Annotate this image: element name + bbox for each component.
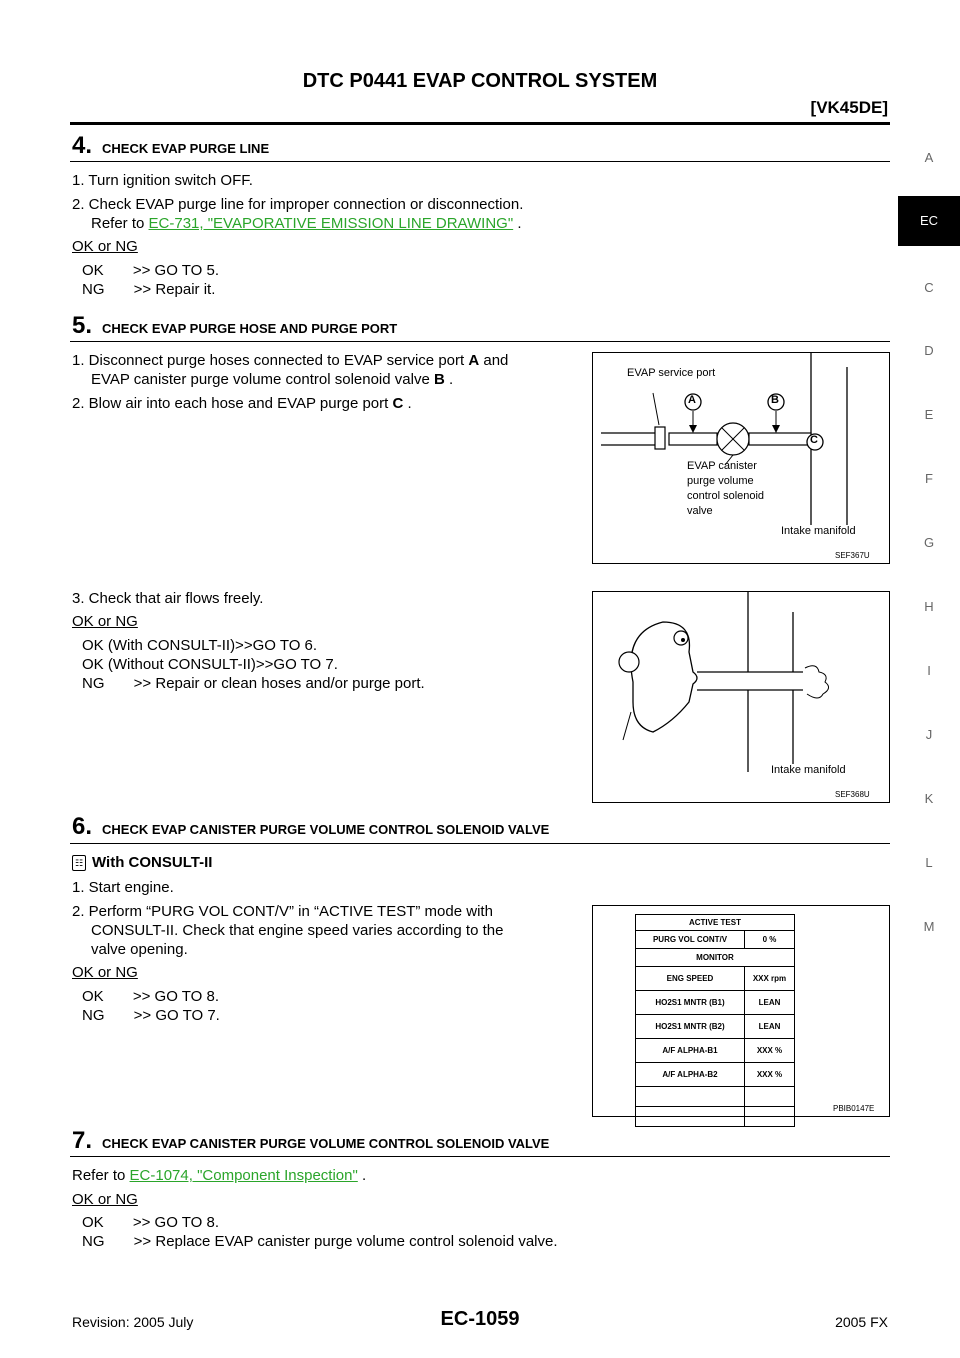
ng-result: NG >> Replace EVAP canister purge volume control solenoid valve. (82, 1233, 558, 1250)
step-number: 6. (72, 813, 93, 840)
table-cell: HO2S1 MNTR (B2) (636, 1015, 745, 1039)
ok-with-consult: OK (With CONSULT-II)>>GO TO 6. (82, 637, 318, 654)
table-cell: ENG SPEED (636, 967, 745, 991)
table-cell (745, 1107, 795, 1127)
index-i[interactable]: I (927, 663, 931, 678)
step-4-line-3: Refer to EC-731, "EVAPORATIVE EMISSION LINE DRAWING" . (91, 215, 522, 232)
step-number: 5. (72, 312, 93, 339)
table-cell: A/F ALPHA-B2 (636, 1063, 745, 1087)
valve-label-3: control solenoid (687, 490, 765, 502)
step-5-line-2: 2. Blow air into each hose and EVAP purge port C . (72, 395, 412, 412)
step-5-line-1: 1. Disconnect purge hoses connected to EVAP service port A and (72, 352, 509, 369)
step-rule (70, 1156, 890, 1157)
valve-label-2: purge volume (687, 475, 754, 487)
step-number: 4. (72, 132, 93, 159)
callout-b: B (771, 394, 779, 406)
table-cell: LEAN (745, 1015, 795, 1039)
index-k[interactable]: K (924, 791, 934, 806)
step-6-line-1: 1. Start engine. (72, 879, 174, 896)
table-cell (745, 1087, 795, 1107)
ok-result: OK >> GO TO 5. (82, 262, 219, 279)
index-m[interactable]: M (923, 919, 935, 934)
ng-result: NG >> Repair it. (82, 281, 216, 298)
page-title: DTC P0441 EVAP CONTROL SYSTEM (302, 70, 658, 92)
blow-air-figure (592, 591, 890, 803)
figure-code: SEF368U (835, 790, 870, 799)
step-rule (70, 341, 890, 342)
table-cell: LEAN (745, 991, 795, 1015)
index-g[interactable]: G (923, 535, 935, 550)
step-rule (70, 161, 890, 162)
index-c[interactable]: C (924, 280, 934, 295)
table-cell: PURG VOL CONT/V (636, 931, 745, 949)
step-number: 7. (72, 1127, 93, 1154)
active-test-table (635, 914, 795, 1127)
table-cell: 0 % (745, 931, 795, 949)
consult-icon: ☷ (72, 855, 86, 871)
index-e[interactable]: E (924, 407, 934, 422)
step-title: CHECK EVAP CANISTER PURGE VOLUME CONTROL SOLENOID VALVE (102, 822, 550, 837)
step-title: CHECK EVAP PURGE LINE (102, 141, 270, 156)
ok-or-ng-label: OK or NG (72, 238, 138, 255)
step-title: CHECK EVAP PURGE HOSE AND PURGE PORT (102, 321, 398, 336)
figure-code: PBIB0147E (833, 1104, 875, 1113)
callout-a: A (688, 394, 696, 406)
step-title: CHECK EVAP CANISTER PURGE VOLUME CONTROL SOLENOID VALVE (102, 1136, 550, 1151)
figure-code: SEF367U (835, 551, 870, 560)
table-cell: A/F ALPHA-B1 (636, 1039, 745, 1063)
ok-or-ng-label: OK or NG (72, 613, 138, 630)
valve-label-1: EVAP canister (687, 460, 757, 472)
intake-manifold-label: Intake manifold (781, 525, 856, 537)
active-test-header: ACTIVE TEST (636, 915, 795, 931)
step-rule (70, 843, 890, 844)
table-cell: XXX % (745, 1039, 795, 1063)
index-d[interactable]: D (924, 343, 934, 358)
component-inspection-link[interactable]: EC-1074, "Component Inspection" (129, 1167, 358, 1184)
active-test-figure (592, 905, 890, 1117)
ng-result: NG >> Repair or clean hoses and/or purge port. (82, 675, 425, 692)
step-6-line-2b: CONSULT-II. Check that engine speed varies according to the (91, 922, 504, 939)
section-index (898, 0, 960, 1358)
step-4-heading (72, 132, 269, 160)
step-5-line-3: 3. Check that air flows freely. (72, 590, 264, 607)
step-5-heading (72, 312, 397, 340)
table-cell (636, 1107, 745, 1127)
table-cell: XXX % (745, 1063, 795, 1087)
step-6-heading (72, 813, 549, 841)
index-f[interactable]: F (925, 471, 933, 486)
engine-code: [VK45DE] (810, 98, 888, 117)
step-7-reference: Refer to EC-1074, "Component Inspection" . (72, 1167, 367, 1184)
ok-result: OK >> GO TO 8. (82, 988, 219, 1005)
index-a[interactable]: A (924, 150, 934, 165)
header-rule (70, 122, 890, 125)
step-6-line-2c: valve opening. (91, 941, 188, 958)
index-j[interactable]: J (925, 727, 933, 742)
ng-result: NG >> GO TO 7. (82, 1007, 220, 1024)
monitor-header: MONITOR (636, 949, 795, 967)
step-7-heading (72, 1127, 549, 1155)
valve-label-4: valve (687, 505, 713, 517)
ok-without-consult: OK (Without CONSULT-II)>>GO TO 7. (82, 656, 338, 673)
index-l[interactable]: L (925, 855, 933, 870)
page-number: EC-1059 (440, 1308, 520, 1330)
revision-date: Revision: 2005 July (72, 1314, 194, 1330)
step-5-line-1b: EVAP canister purge volume control solenoid valve B . (91, 371, 454, 388)
ok-result: OK >> GO TO 8. (82, 1214, 219, 1231)
table-cell: XXX rpm (745, 967, 795, 991)
step-4-line-1: 1. Turn ignition switch OFF. (72, 172, 253, 189)
step-6-line-2: 2. Perform “PURG VOL CONT/V” in “ACTIVE TEST” mode with (72, 903, 493, 920)
table-cell: HO2S1 MNTR (B1) (636, 991, 745, 1015)
callout-c: C (810, 434, 818, 446)
ok-or-ng-label: OK or NG (72, 1191, 138, 1208)
service-port-label: EVAP service port (627, 367, 716, 379)
evap-service-port-figure (592, 352, 890, 564)
index-h[interactable]: H (924, 599, 934, 614)
ok-or-ng-label: OK or NG (72, 964, 138, 981)
evap-line-drawing-link[interactable]: EC-731, "EVAPORATIVE EMISSION LINE DRAWING" (148, 215, 514, 232)
intake-manifold-label: Intake manifold (771, 764, 846, 776)
table-cell (636, 1087, 745, 1107)
step-4-line-2: 2. Check EVAP purge line for improper connection or disconnection. (72, 196, 524, 213)
model-year: 2005 FX (835, 1314, 888, 1330)
index-ec[interactable]: EC (898, 196, 960, 246)
consult-note: ☷ With CONSULT-II (72, 853, 212, 872)
